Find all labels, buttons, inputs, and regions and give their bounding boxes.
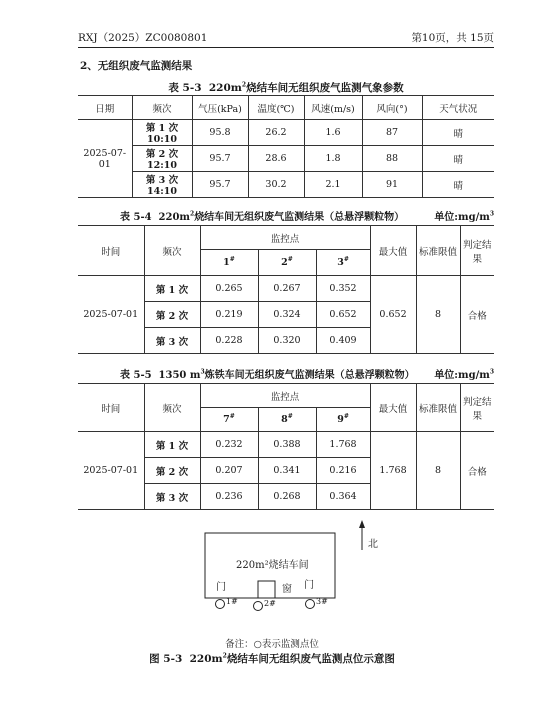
table4-h-points: 监控点 [200,226,370,250]
table3-temp: 26.2 [248,120,304,146]
table4-freq: 第 2 次 [144,302,200,328]
table5-point-8: 8# [258,408,316,432]
table3-temp: 28.6 [248,146,304,172]
table5-max: 1.768 [370,432,416,510]
window-box [258,581,275,598]
table4-v3: 0.352 [316,276,370,302]
table3-weather: 晴 [422,172,494,198]
document-page: RXJ（2025）ZC0080801 第10页，共 15页 2、无组织废气监测结果 表 5-3 $220m^2$烧结车间无组织废气监测气象参数 日期 频次 气压(kPa) 温度(℃) 风速(m/s) 风向(°) 天气状况 2025-07-01 第 1 次 10:10 95.8 26.2 1.6 87 晴 第 2 次 12:10 95.7 28.6 1.8 88 晴 第 3 次 14:10 95.7 30.2 2.1 91 晴 表 5-4 $220m^2$烧结车间无组织废气监测结果（总悬浮颗粒物） 单位$:mg/m^3$ 时间 频次 监控点 最大值 标准限值 判定结果 1# 2# 3# 2025-07-01 第 1 次 0.265 0.267 0.352 0.652 8 合格 第 2 次 0.219 0.324 0.652 第 3 次 0.228 0.320 0.409 表 5-5 1350 $m^3$炼铁车间无组织废气监测结果（总悬浮颗粒物） 单位$:mg/m^3$ 时间 频次 监控点 最大值 标准限值 判定结果 7# 8# 9# 2025-07-01 第 1 次 0.232 0.388 1.768 1.768 8 合格 第 2 次 0.207 0.341 0.216 第 3 次 0.236 0.268 0.364 220m²烧结车间 门 窗 门 1# 2# 3# 北 备注：○表示监测点位 图 5-3 $220m^2$烧结车间无组织废气监测点位示意图 [0,0,544,717]
point-3-circle [306,600,315,609]
table4-v1: 0.265 [200,276,258,302]
workshop-label: 220m²烧结车间 [236,560,309,571]
table5-h-std: 标准限值 [416,384,460,432]
point-2-label: 2# [264,599,276,608]
table4-v2: 0.320 [258,328,316,354]
table3-h-freq: 频次 [132,96,192,120]
table3-h-date: 日期 [78,96,132,120]
table3-header-row [78,96,494,120]
table5-point-9: 9# [316,408,370,432]
table5-std: 8 [416,432,460,510]
table3-weather [78,95,494,198]
table3-wind-speed: 1.6 [304,120,362,146]
table3-wind-speed: 2.1 [304,172,362,198]
table5-v2: 0.388 [258,432,316,458]
table5-h-judge: 判定结果 [460,384,494,432]
table5-h-freq: 频次 [144,384,200,432]
table5-h-points: 监控点 [200,384,370,408]
table5-freq: 第 3 次 [144,484,200,510]
table-row [78,146,494,172]
section-title: 2、无组织废气监测结果 [80,60,193,72]
table3-h-wind-dir: 风向(°) [362,96,422,120]
table3-wind-speed: 1.8 [304,146,362,172]
window-label: 窗 [282,584,292,595]
table3-weather: 晴 [422,120,494,146]
table5-v1: 0.232 [200,432,258,458]
table5-v3: 0.364 [316,484,370,510]
north-label: 北 [368,539,378,550]
table3-h-wind-speed: 风速(m/s) [304,96,362,120]
table-row [78,172,494,198]
table5-header-row [78,384,494,408]
page-number: 第10页，共 15页 [411,32,494,44]
table5-v2: 0.341 [258,458,316,484]
page-header [78,30,494,46]
table3-freq: 第 3 次 14:10 [132,172,192,198]
table4-v3: 0.652 [316,302,370,328]
table4-std: 8 [416,276,460,354]
table5-v1: 0.236 [200,484,258,510]
north-arrow-icon [359,520,365,528]
table3-date: 2025-07-01 [78,120,132,198]
table4-v3: 0.409 [316,328,370,354]
point-2-circle [254,602,263,611]
table4-tsp-sintering [78,225,494,354]
table5-freq: 第 1 次 [144,432,200,458]
table4-v2: 0.267 [258,276,316,302]
table4-h-std: 标准限值 [416,226,460,276]
table3-pressure: 95.7 [192,172,248,198]
table4-point-3: 3# [316,250,370,276]
point-1-label: 1# [226,597,238,606]
table4-freq: 第 1 次 [144,276,200,302]
table-row [78,432,494,458]
point-3-label: 3# [316,597,328,606]
table5-date: 2025-07-01 [78,432,144,510]
table4-v1: 0.219 [200,302,258,328]
table3-freq: 第 1 次 10:10 [132,120,192,146]
figure-note: 备注：○表示监测点位 [225,639,319,650]
table3-h-temp: 温度(℃) [248,96,304,120]
table4-max: 0.652 [370,276,416,354]
table4-h-time: 时间 [78,226,144,276]
table3-freq: 第 2 次 12:10 [132,146,192,172]
table5-judge: 合格 [460,432,494,510]
table-row [78,276,494,302]
table3-temp: 30.2 [248,172,304,198]
table5-h-max: 最大值 [370,384,416,432]
table3-caption: 表 5-3 $220m^2$烧结车间无组织废气监测气象参数 [168,81,404,94]
table3-wind-dir: 87 [362,120,422,146]
door-left-label: 门 [216,582,226,593]
table5-h-time: 时间 [78,384,144,432]
table4-v2: 0.324 [258,302,316,328]
doc-id: RXJ（2025）ZC0080801 [78,32,208,44]
table4-h-max: 最大值 [370,226,416,276]
door-right-label: 门 [304,580,314,591]
figure-caption: 图 5-3 $220m^2$烧结车间无组织废气监测点位示意图 [149,652,395,665]
table3-wind-dir: 91 [362,172,422,198]
header-rule [78,47,494,48]
table5-point-7: 7# [200,408,258,432]
table4-header-row [78,226,494,250]
table3-pressure: 95.8 [192,120,248,146]
table4-h-freq: 频次 [144,226,200,276]
table3-h-pressure: 气压(kPa) [192,96,248,120]
table4-point-2: 2# [258,250,316,276]
table-row [78,120,494,146]
table4-point-1: 1# [200,250,258,276]
table5-v1: 0.207 [200,458,258,484]
table3-weather: 晴 [422,146,494,172]
table5-v2: 0.268 [258,484,316,510]
point-1-circle [216,600,225,609]
table4-freq: 第 3 次 [144,328,200,354]
table5-freq: 第 2 次 [144,458,200,484]
table4-judge: 合格 [460,276,494,354]
table5-v3: 1.768 [316,432,370,458]
table3-pressure: 95.7 [192,146,248,172]
table3-h-weather: 天气状况 [422,96,494,120]
table4-date: 2025-07-01 [78,276,144,354]
table4-v1: 0.228 [200,328,258,354]
table4-h-judge: 判定结果 [460,226,494,276]
table3-wind-dir: 88 [362,146,422,172]
table5-v3: 0.216 [316,458,370,484]
table5-tsp-ironmaking [78,383,494,510]
